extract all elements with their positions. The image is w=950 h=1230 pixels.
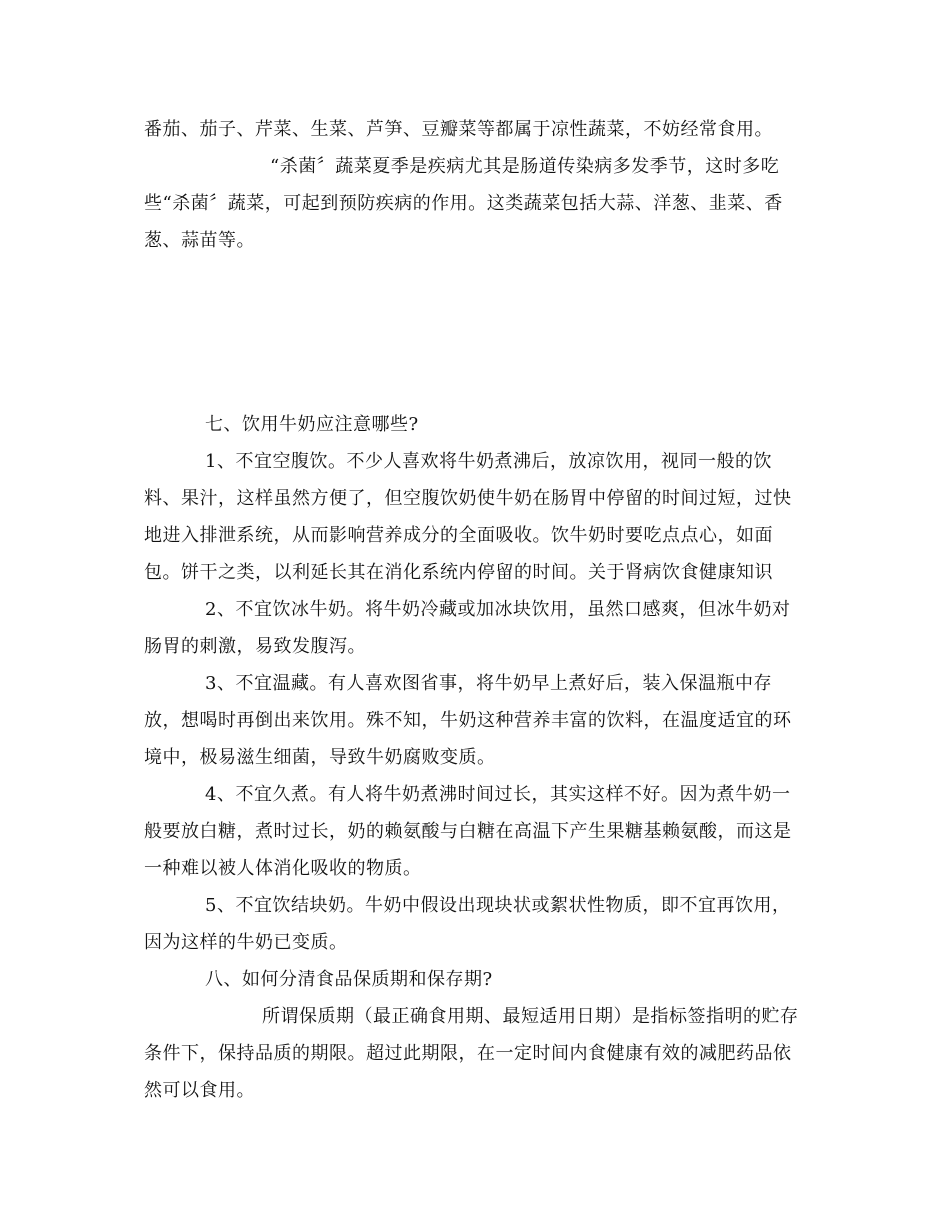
paragraph-line: “杀菌〞蔬菜夏季是疾病尤其是肠道传染病多发季节，这时多吃 — [270, 156, 780, 177]
paragraph-line: 因为这样的牛奶已变质。 — [144, 932, 348, 953]
paragraph-line: 2、不宜饮冰牛奶。将牛奶冷藏或加冰块饮用，虽然口感爽，但冰牛奶对 — [205, 599, 791, 620]
paragraph-line: 地进入排泄系统，从而影响营养成分的全面吸收。饮牛奶时要吃点点心，如面 — [144, 525, 773, 546]
paragraph-line: 葱、蒜苗等。 — [144, 230, 255, 251]
paragraph-line: 料、果汁，这样虽然方便了，但空腹饮奶使牛奶在肠胃中停留的时间过短，过快 — [144, 488, 792, 509]
paragraph-line: 番茄、茄子、芹菜、生菜、芦笋、豆瓣菜等都属于凉性蔬菜，不妨经常食用。 — [144, 119, 773, 140]
paragraph-line: 一种难以被人体消化吸收的物质。 — [144, 858, 422, 879]
paragraph-line: 然可以食用。 — [144, 1080, 255, 1101]
paragraph-line: 些“杀菌〞蔬菜，可起到预防疾病的作用。这类蔬菜包括大蒜、洋葱、韭菜、香 — [144, 193, 783, 214]
paragraph-line: 境中，极易滋生细菌，导致牛奶腐败变质。 — [144, 747, 496, 768]
paragraph-line: 般要放白糖，煮时过长，奶的赖氨酸与白糖在高温下产生果糖基赖氨酸，而这是 — [144, 821, 792, 842]
paragraph-line: 所谓保质期（最正确食用期、最短适用日期）是指标签指明的贮存 — [262, 1006, 799, 1027]
paragraph-line: 放，想喝时再倒出来饮用。殊不知，牛奶这种营养丰富的饮料，在温度适宜的环 — [144, 710, 792, 731]
section-heading-shelf-life: 八、如何分清食品保质期和保存期? — [205, 969, 493, 990]
paragraph-line: 1、不宜空腹饮。不少人喜欢将牛奶煮沸后，放凉饮用，视同一般的饮 — [205, 451, 772, 472]
paragraph-line: 3、不宜温藏。有人喜欢图省事，将牛奶早上煮好后，装入保温瓶中存 — [205, 673, 772, 694]
section-heading-milk: 七、饮用牛奶应注意哪些? — [205, 414, 419, 435]
paragraph-line: 肠胃的刺激，易致发腹泻。 — [144, 636, 366, 657]
paragraph-line: 条件下，保持品质的期限。超过此期限，在一定时间内食健康有效的减肥药品依 — [144, 1043, 792, 1064]
paragraph-line: 5、不宜饮结块奶。牛奶中假设出现块状或絮状性物质，即不宜再饮用， — [205, 895, 791, 916]
paragraph-line: 包。饼干之类，以利延长其在消化系统内停留的时间。关于肾病饮食健康知识 — [144, 562, 773, 583]
paragraph-line: 4、不宜久煮。有人将牛奶煮沸时间过长，其实这样不好。因为煮牛奶一 — [205, 784, 791, 805]
